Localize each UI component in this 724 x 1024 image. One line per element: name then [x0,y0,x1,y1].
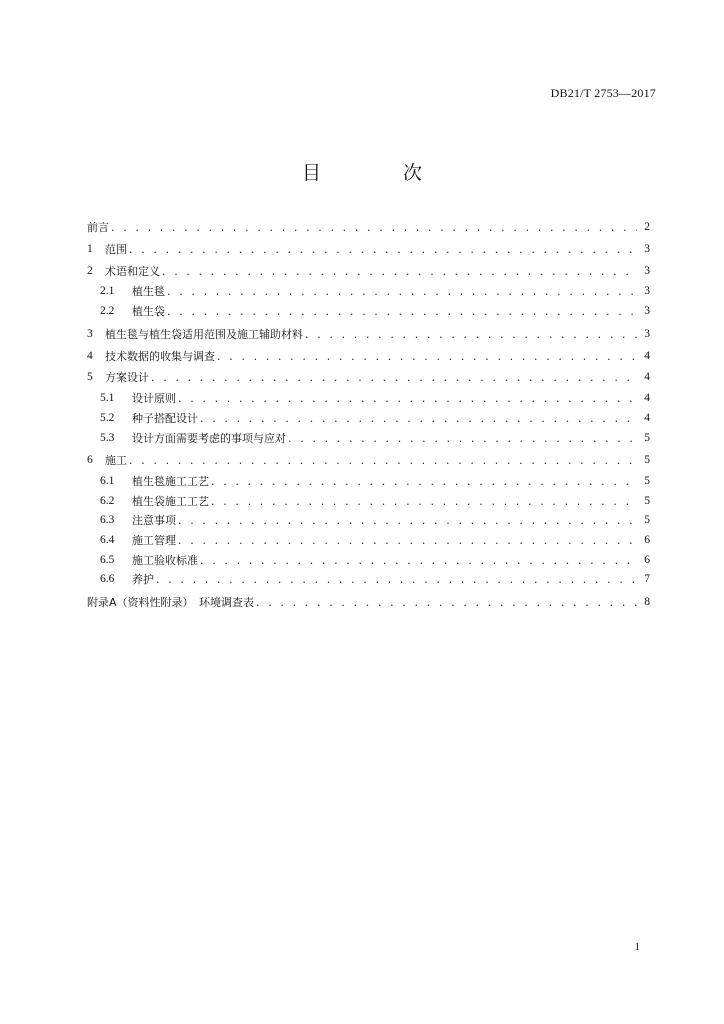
toc-dot-leader [129,239,637,261]
toc-entry-page: 5 [644,431,650,444]
toc-entry-page: 8 [644,596,650,609]
toc-entry-title: 养护 [132,573,154,587]
toc-entry-page: 3 [644,327,650,340]
toc-dot-leader [178,389,637,409]
toc-entry-page: 6 [644,553,650,566]
toc-dot-leader [305,324,637,346]
toc-entry-title: 范围 [105,242,127,256]
toc-entry-page: 3 [644,285,650,298]
toc-entry-title: 术语和定义 [105,264,160,278]
toc-entry[interactable] [87,302,650,322]
toc-entry[interactable] [87,217,650,239]
toc-dot-leader [200,551,637,571]
toc-entry[interactable] [87,367,650,389]
toc-dot-leader [178,531,637,551]
toc-entry[interactable] [87,261,650,283]
toc-entry-title: 植生毯与植生袋适用范围及施工辅助材料 [105,327,303,341]
toc-entry-page: 2 [644,221,650,233]
toc-entry-page: 5 [644,514,650,527]
toc-dot-leader [111,217,637,239]
toc-entry-number: 5 [87,371,93,384]
toc-entry-number: 4 [87,349,93,362]
toc-dot-leader [156,570,637,590]
toc-entry-number: 6.5 [100,553,115,566]
toc-dot-leader [162,261,637,283]
page-title: 目 次 [301,162,461,184]
toc-entry[interactable] [87,551,650,571]
toc-entry[interactable] [87,511,650,531]
toc-entry[interactable] [87,346,650,368]
toc-entry-page: 5 [644,475,650,487]
toc-entry-page: 7 [644,573,650,586]
toc-entry[interactable] [87,429,650,449]
toc-dot-leader [200,409,637,429]
toc-entry-page: 5 [644,494,650,507]
toc-entry[interactable] [87,324,650,346]
toc-dot-leader [129,450,637,472]
page-number: 1 [634,941,640,953]
toc-entry-number: 6.2 [100,494,115,507]
toc-entry-page: 6 [644,534,650,547]
toc-entry-page: 3 [644,264,650,277]
toc-dot-leader [217,346,637,368]
toc-entry-page: 3 [644,242,650,255]
toc-entry-title: 施工验收标准 [132,553,198,567]
toc-entry-number: 2 [87,264,93,277]
toc-entry[interactable] [87,450,650,472]
toc-entry-page: 4 [644,349,650,362]
toc-entry[interactable] [87,239,650,261]
toc-entry-title: 设计原则 [132,392,176,406]
toc-entry-number: 6 [87,454,93,467]
toc-entry-title: 设计方面需要考虑的事项与应对 [132,431,286,445]
toc-entry[interactable] [87,409,650,429]
toc-entry-number: 2.2 [100,305,115,318]
toc-dot-leader [256,592,637,614]
toc-dot-leader [167,302,637,322]
toc-entry-number: 6.4 [100,534,115,547]
toc-entry-number: 5.1 [100,392,115,405]
toc-entry-number: 1 [87,242,93,255]
toc-entry-number: 3 [87,327,93,340]
toc-entry-title: 植生毯施工工艺 [132,475,209,488]
toc-entry-title: 方案设计 [105,371,149,385]
toc-entry[interactable] [87,492,650,512]
table-of-contents [87,217,650,614]
toc-entry-title: 注意事项 [132,514,176,528]
toc-dot-leader [211,492,637,512]
toc-dot-leader [211,472,637,492]
toc-entry-page: 4 [644,411,650,424]
toc-entry-page: 4 [644,392,650,405]
toc-entry-page: 3 [644,305,650,318]
toc-entry-number: 5.3 [100,431,115,444]
toc-entry-number: 6.3 [100,514,115,527]
toc-dot-leader [178,511,637,531]
document-code: DB21/T 2753—2017 [550,86,656,100]
toc-entry-page: 4 [644,371,650,384]
toc-entry-title: 施工 [105,454,127,468]
toc-entry-title: 植生袋施工工艺 [132,494,209,508]
toc-entry[interactable] [87,570,650,590]
toc-entry-title: 施工管理 [132,534,176,548]
toc-entry[interactable] [87,531,650,551]
toc-entry-number: 6.6 [100,573,115,586]
toc-dot-leader [288,429,637,449]
toc-entry[interactable] [87,472,650,492]
toc-entry-number: 5.2 [100,411,115,424]
toc-entry-title: 附录A（资料性附录） 环境调查表 [87,596,255,610]
toc-entry[interactable] [87,389,650,409]
toc-entry[interactable] [87,592,650,614]
toc-entry-number: 6.1 [100,475,115,487]
toc-entry-title: 前言 [87,221,109,234]
toc-entry-title: 种子搭配设计 [132,411,198,425]
toc-entry[interactable] [87,282,650,302]
toc-entry-title: 技术数据的收集与调查 [105,349,215,363]
toc-entry-title: 植生毯 [132,285,165,299]
toc-dot-leader [151,367,637,389]
toc-entry-page: 5 [644,454,650,467]
toc-dot-leader [167,282,637,302]
toc-entry-number: 2.1 [100,285,115,298]
toc-entry-title: 植生袋 [132,305,165,319]
